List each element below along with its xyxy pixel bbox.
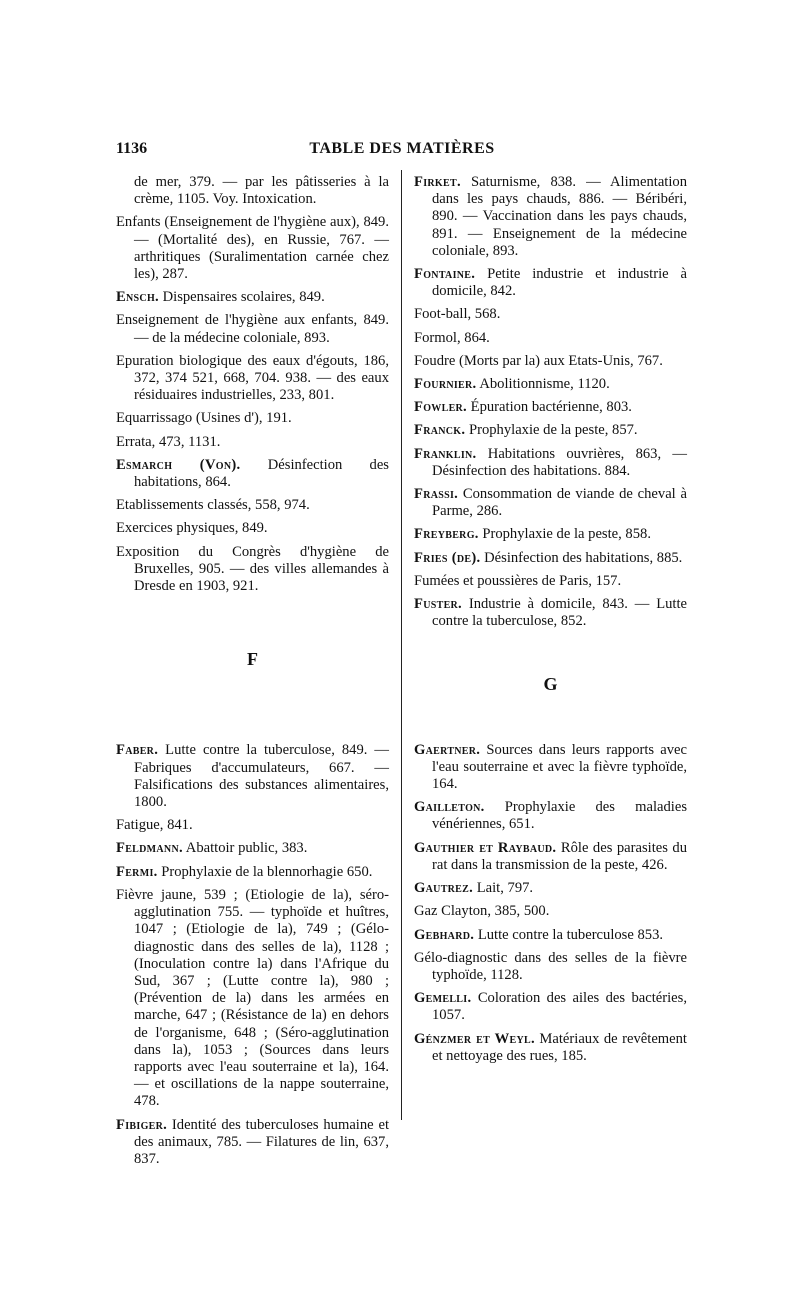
- page-header: [116, 140, 688, 166]
- column-divider: [401, 170, 402, 1120]
- index-entry: [414, 573, 687, 590]
- entry-text: Identité des tuberculoses humaine et des animaux, 785. — Filatures de lin, 637, 837.: [134, 1116, 389, 1167]
- index-entry: [414, 799, 687, 833]
- entry-author: Ensch.: [116, 289, 159, 306]
- index-entry: [414, 446, 687, 480]
- entry-text: Prophylaxie de la peste, 857.: [465, 422, 638, 439]
- index-entry: [414, 174, 687, 260]
- entry-author: Franklin.: [414, 445, 477, 462]
- entry-text: Equarrissago (Usines d'), 191.: [116, 410, 292, 427]
- index-entry: [414, 266, 687, 300]
- left-column: [116, 174, 389, 1174]
- entry-author: Fontaine.: [414, 266, 476, 283]
- entry-author: Frassi.: [414, 486, 459, 503]
- entry-text: Industrie à domicile, 843. — Lutte contre la tuberculose, 852.: [432, 596, 687, 630]
- index-entry: [116, 434, 389, 451]
- index-entry: [414, 353, 687, 370]
- entry-text: Habitations ouvrières, 863, — Désinfection des habitations. 884.: [432, 445, 687, 479]
- entry-text: Rôle des parasites du rat dans la transmission de la peste, 426.: [432, 839, 687, 873]
- right-entries-top: [414, 174, 687, 630]
- entry-author: Fuster.: [414, 596, 463, 613]
- entry-author: Gemelli.: [414, 990, 472, 1007]
- entry-text: Epuration biologique des eaux d'égouts, 186, 372, 374 521, 668, 704. 938. — des eaux résiduaires industrielles, 233, 801.: [116, 352, 389, 404]
- index-entry: [414, 399, 687, 416]
- entry-text: Prophylaxie de la blennorhagie 650.: [157, 863, 373, 880]
- entry-text: Foudre (Morts par la) aux Etats-Unis, 767.: [414, 352, 663, 369]
- entry-text: Gélo-diagnostic dans des selles de la fièvre typhoïde, 1128.: [414, 949, 687, 983]
- index-entry: [414, 950, 687, 984]
- entry-text: Exposition du Congrès d'hygiène de Bruxelles, 905. — des villes allemandes à Dresde en 1903, 921.: [116, 543, 389, 595]
- index-entry: [116, 497, 389, 514]
- index-entry: [116, 840, 389, 857]
- running-title: TABLE DES MATIÈRES: [309, 140, 495, 157]
- entry-author: Fries (de).: [414, 549, 481, 566]
- entry-text: Etablissements classés, 558, 974.: [116, 497, 310, 514]
- index-entry: [116, 742, 389, 811]
- entry-author: Freyberg.: [414, 526, 479, 543]
- index-entry: [116, 817, 389, 834]
- index-entry: [116, 887, 389, 1111]
- index-entry: [414, 330, 687, 347]
- entry-text: Prophylaxie de la peste, 858.: [478, 526, 651, 543]
- entry-author: Esmarch (Von).: [116, 456, 241, 473]
- entry-text: Errata, 473, 1131.: [116, 433, 221, 450]
- index-entry: [414, 880, 687, 897]
- left-entries-bottom: [116, 742, 389, 1168]
- section-letter-g: G: [543, 674, 558, 695]
- entry-author: Faber.: [116, 742, 159, 759]
- index-entry: [116, 864, 389, 881]
- index-entry: [414, 526, 687, 543]
- index-entry: [116, 353, 389, 405]
- index-entry: [116, 520, 389, 537]
- entry-text: Prophylaxie des maladies vénériennes, 651.: [432, 799, 687, 833]
- index-entry: [414, 596, 687, 630]
- index-entry: [414, 903, 687, 920]
- right-entries-bottom: [414, 742, 687, 1065]
- entry-text: Lait, 797.: [473, 880, 534, 897]
- entry-text: Lutte contre la tuberculose 853.: [474, 926, 664, 943]
- entry-text: Abattoir public, 383.: [182, 840, 308, 857]
- index-entry: [414, 306, 687, 323]
- entry-author: Gauthier et Raybaud.: [414, 839, 557, 856]
- index-entry: [414, 927, 687, 944]
- entry-text: Lutte contre la tuberculose, 849. — Fabriques d'accumulateurs, 667. — Falsifications des substances alimentaires, 1800.: [134, 742, 389, 811]
- index-entry: [116, 214, 389, 283]
- index-entry: [414, 486, 687, 520]
- entry-text: Désinfection des habitations, 864.: [134, 456, 389, 491]
- entry-text: Coloration des ailes des bactéries, 1057.: [432, 990, 687, 1024]
- entry-text: Formol, 864.: [414, 329, 490, 346]
- index-entry: [414, 1031, 687, 1065]
- entry-text: Foot-ball, 568.: [414, 306, 501, 323]
- index-entry: [116, 312, 389, 346]
- entry-author: Génzmer et Weyl.: [414, 1030, 535, 1047]
- entry-text: Consommation de viande de cheval à Parme, 286.: [432, 486, 687, 520]
- entry-text: de mer, 379. — par les pâtisseries à la crème, 1105. Voy. Intoxication.: [134, 174, 389, 208]
- index-entry: [116, 289, 389, 306]
- entry-text: Dispensaires scolaires, 849.: [158, 289, 325, 306]
- entry-text: Exercices physiques, 849.: [116, 520, 268, 537]
- index-entry: [116, 544, 389, 596]
- section-letter-f: F: [247, 649, 258, 670]
- entry-text: Enseignement de l'hygiène aux enfants, 849. — de la médecine coloniale, 893.: [116, 312, 389, 346]
- entry-author: Firket.: [414, 174, 461, 190]
- entry-text: Gaz Clayton, 385, 500.: [414, 903, 550, 920]
- index-entry: [414, 840, 687, 874]
- index-entry: [414, 742, 687, 794]
- entry-text: Matériaux de revêtement et nettoyage des rues, 185.: [432, 1030, 687, 1064]
- index-entry: [116, 1117, 389, 1169]
- entry-author: Gaertner.: [414, 741, 481, 758]
- entry-text: Abolitionnisme, 1120.: [476, 376, 610, 393]
- entry-author: Franck.: [414, 422, 466, 439]
- entry-author: Gebhard.: [414, 926, 475, 943]
- right-column: [414, 174, 687, 1071]
- index-entry: [414, 376, 687, 393]
- index-entry: [116, 410, 389, 427]
- entry-text: Épuration bactérienne, 803.: [467, 399, 632, 416]
- entry-author: Fowler.: [414, 399, 468, 416]
- index-entry: [116, 457, 389, 491]
- entry-text: Fatigue, 841.: [116, 817, 193, 834]
- entry-author: Gautrez.: [414, 880, 474, 897]
- entry-text: Petite industrie et industrie à domicile, 842.: [432, 266, 687, 300]
- left-entries-top: [116, 174, 389, 595]
- entry-text: Sources dans leurs rapports avec l'eau souterraine et avec la fièvre typhoïde, 164.: [432, 741, 687, 793]
- entry-text: Enfants (Enseignement de l'hygiène aux), 849. — (Mortalité des), en Russie, 767. — arthritiques (Suralimentation carnée chez les), 287.: [116, 214, 389, 283]
- entry-author: Fermi.: [116, 863, 158, 880]
- page-number: 1136: [116, 140, 148, 157]
- entry-text: Désinfection des habitations, 885.: [480, 549, 683, 566]
- entry-text: Fumées et poussières de Paris, 157.: [414, 572, 622, 589]
- index-entry: [414, 990, 687, 1024]
- index-entry: [414, 550, 687, 567]
- entry-author: Gailleton.: [414, 799, 485, 816]
- index-entry: [414, 422, 687, 439]
- index-entry: [116, 174, 389, 208]
- entry-text: Fièvre jaune, 539 ; (Etiologie de la), séro-agglutination 755. — typhoïde et huîtres, 1047 ; (Etiologie de la), 749 ; (Gélo-diagnostic dans des selles de la), 1128 ; (Inoculation contre la) dans l'Afrique du Sud, 367 ; (Lutte contre la), 980 ; (Prévention de la) dans les armées en marche, 647 ; (Résistance de la) en dehors de l'organisme, 648 ; (Séro-agglutination dans la), 1053 ; (Sources dans leurs rapports avec l'eau souterraine et la), 164. — et oscillations de la nappe souterraine, 478.: [116, 886, 389, 1110]
- entry-text: Saturnisme, 838. — Alimentation dans les pays chauds, 886. — Béribéri, 890. — Vaccination dans les pays chauds, 891. — Enseignement de la médecine coloniale, 893.: [432, 174, 687, 259]
- entry-author: Feldmann.: [116, 840, 183, 857]
- entry-author: Fibiger.: [116, 1116, 168, 1133]
- entry-author: Fournier.: [414, 376, 477, 393]
